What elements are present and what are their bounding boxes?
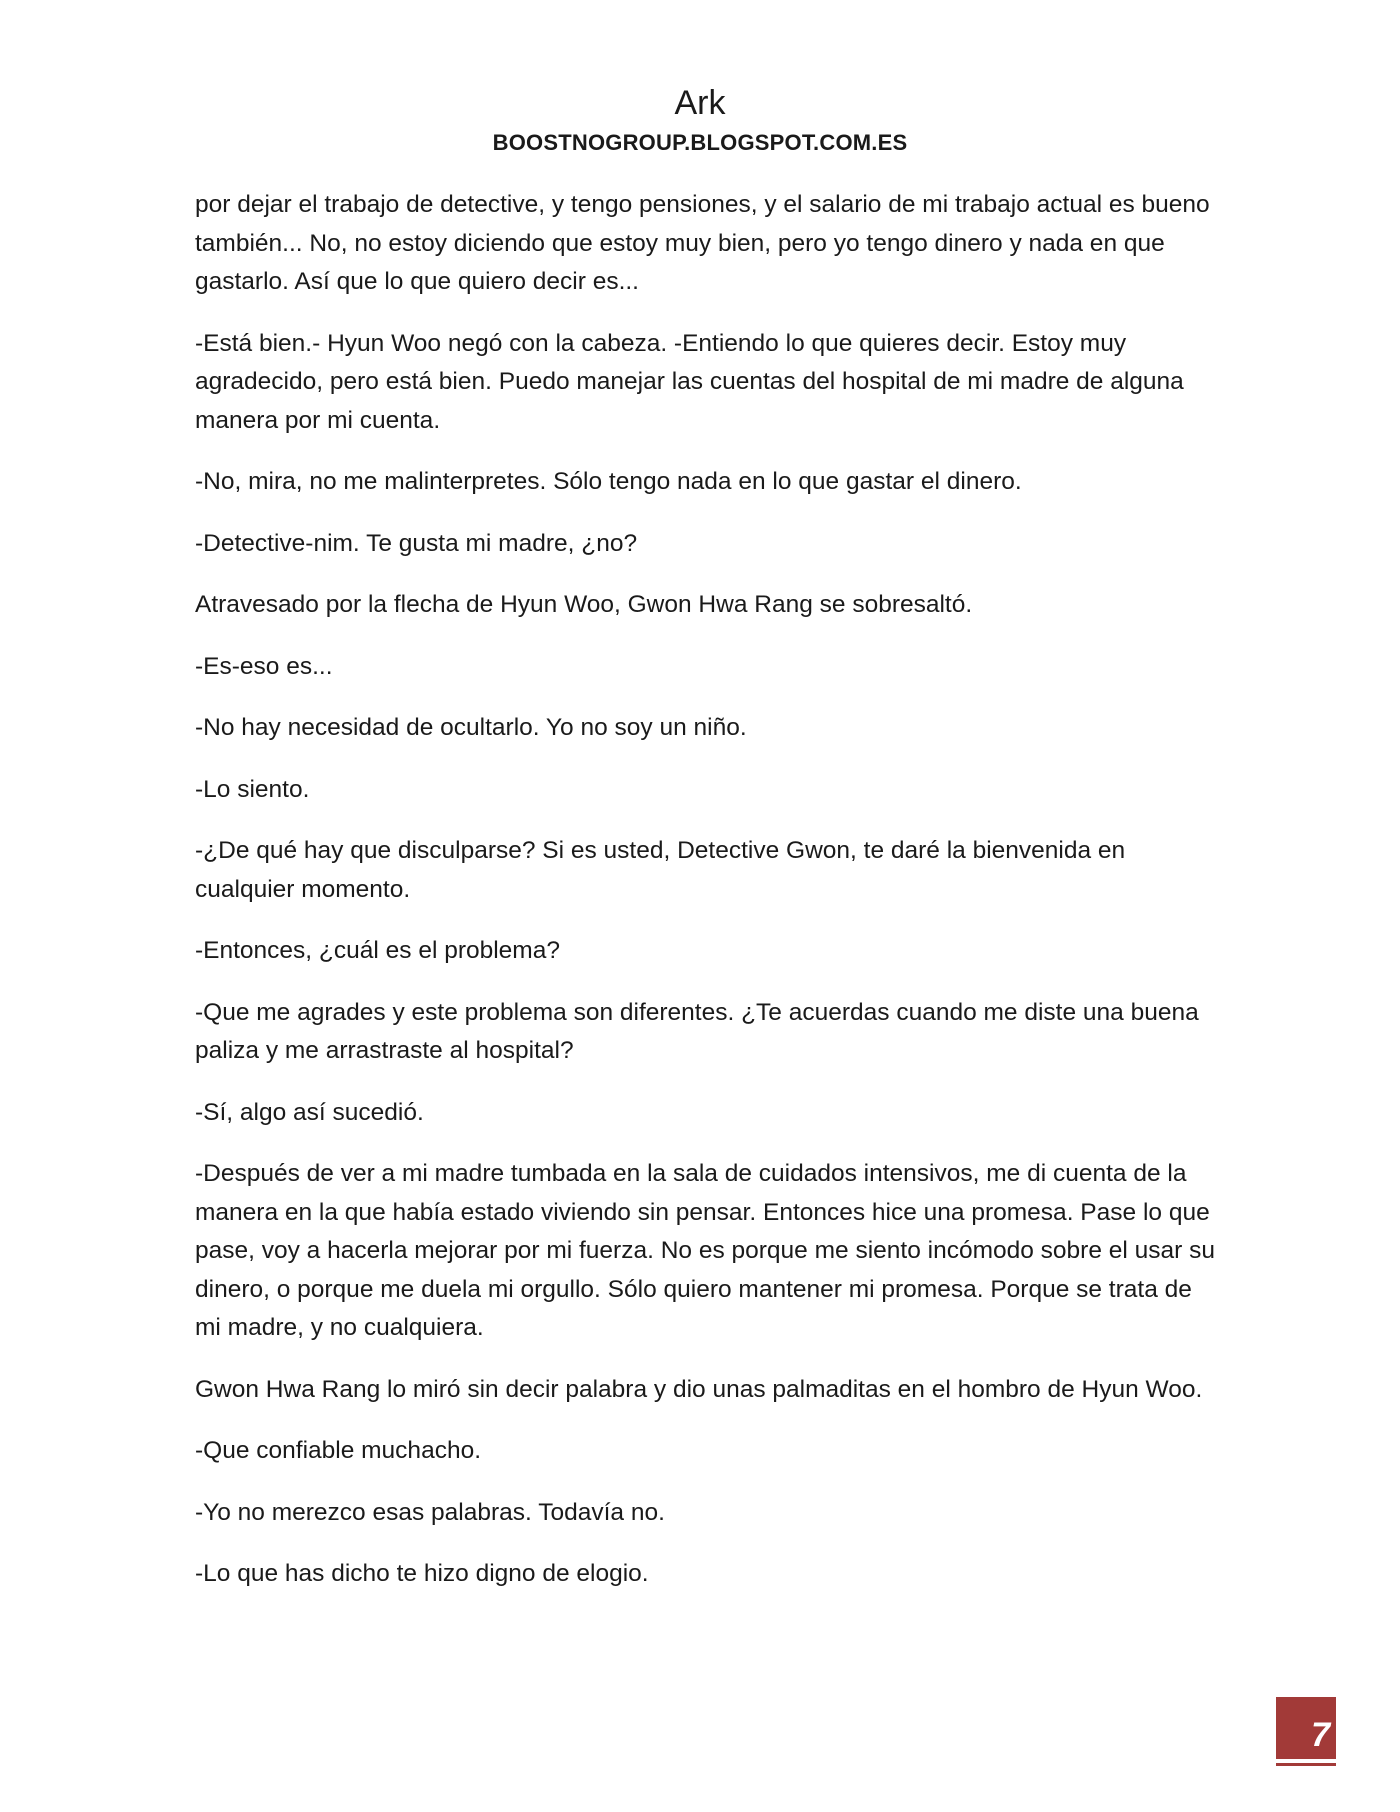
page-number-badge: 7 (1276, 1697, 1336, 1759)
paragraph: -Lo que has dicho te hizo digno de elogio. (195, 1560, 649, 1587)
header-title: Ark (674, 84, 726, 122)
page-header (0, 82, 1400, 158)
page-number-underline (1276, 1763, 1336, 1766)
paragraph: por dejar el trabajo de detective, y tengo pensiones, y el salario de mi trabajo actual es bueno también... No, no estoy diciendo que estoy muy bien, pero yo tengo dinero y nada en que gastarlo. Así que lo que quiero decir es... (195, 191, 1210, 295)
paragraph: -Entonces, ¿cuál es el problema? (195, 937, 560, 964)
body-text (195, 186, 1215, 1617)
header-subtitle: BOOSTNOGROUP.BLOGSPOT.COM.ES (492, 130, 908, 155)
paragraph: -No hay necesidad de ocultarlo. Yo no soy un niño. (195, 714, 747, 741)
paragraph: -Detective-nim. Te gusta mi madre, ¿no? (195, 529, 638, 557)
paragraph: -Yo no merezco esas palabras. Todavía no. (195, 1498, 665, 1526)
paragraph: -Es-eso es... (195, 652, 333, 680)
paragraph: -¿De qué hay que disculparse? Si es usted, Detective Gwon, te daré la bienvenida en cualquier momento. (195, 837, 1126, 903)
paragraph: Atravesado por la flecha de Hyun Woo, Gwon Hwa Rang se sobresaltó. (195, 591, 973, 618)
paragraph: -Lo siento. (195, 775, 310, 803)
paragraph: -No, mira, no me malinterpretes. Sólo tengo nada en lo que gastar el dinero. (195, 468, 1022, 495)
paragraph: -Después de ver a mi madre tumbada en la sala de cuidados intensivos, me di cuenta de la manera en la que había estado viviendo sin pensar. Entonces hice una promesa. Pase lo que pase, voy a hacerla mejorar por mi fuerza. No es porque me siento incómodo sobre el usar su dinero, o porque me duela mi orgullo. Sólo quiero mantener mi promesa. Porque se trata de mi madre, y no cualquiera. (195, 1160, 1215, 1341)
paragraph: -Que me agrades y este problema son diferentes. ¿Te acuerdas cuando me diste una buena paliza y me arrastraste al hospital? (195, 998, 1199, 1064)
paragraph: -Está bien.- Hyun Woo negó con la cabeza. -Entiendo lo que quieres decir. Estoy muy agradecido, pero está bien. Puedo manejar las cuentas del hospital de mi madre de alguna manera por mi cuenta. (195, 329, 1184, 434)
paragraph: -Que confiable muchacho. (195, 1437, 481, 1464)
paragraph: Gwon Hwa Rang lo miró sin decir palabra y dio unas palmaditas en el hombro de Hyun Woo. (195, 1375, 1203, 1403)
paragraph: -Sí, algo así sucedió. (195, 1098, 424, 1126)
